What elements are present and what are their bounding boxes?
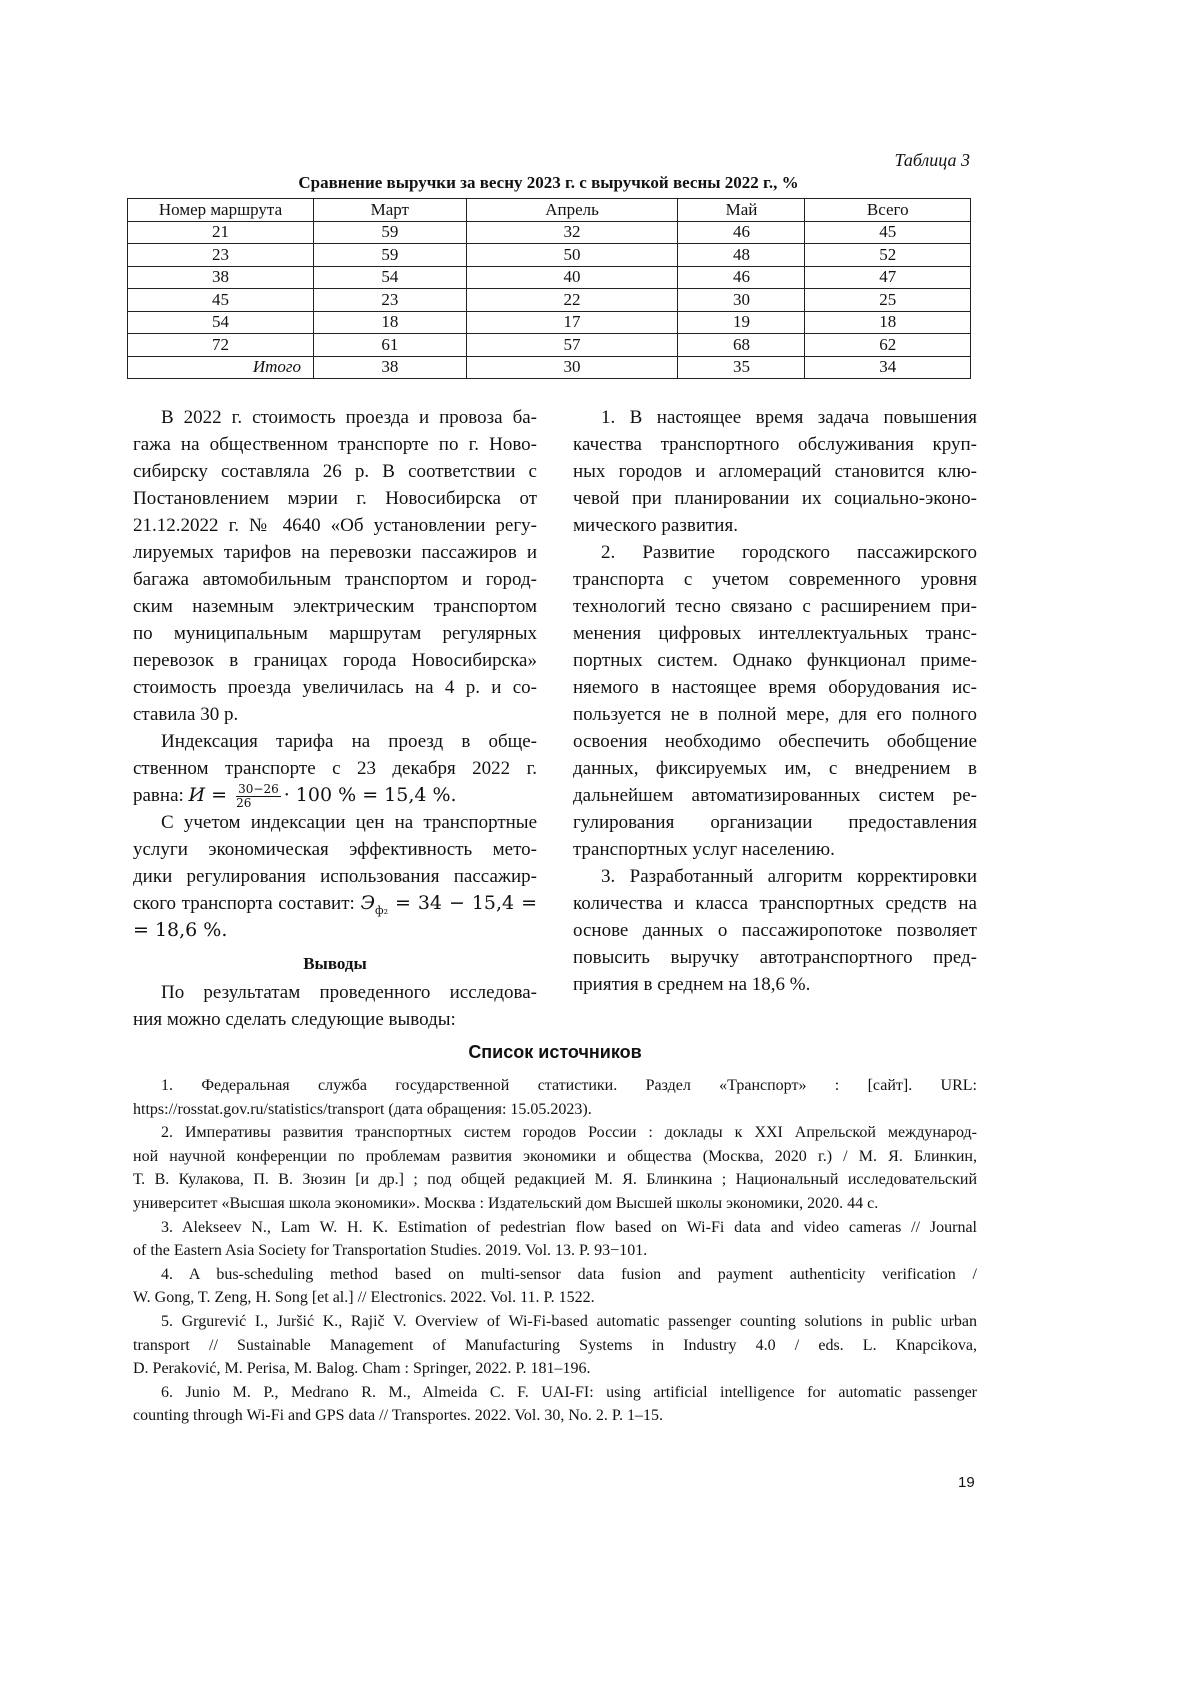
paragraph (133, 728, 537, 782)
table-cell: 25 (805, 289, 971, 312)
table-row (128, 244, 971, 267)
formula-variable: Э (360, 892, 375, 914)
table-row (128, 289, 971, 312)
text-line: багажа автомобильным транспортом и город- (133, 566, 537, 593)
text-line: транспорта с учетом современного уровня (573, 566, 977, 593)
table-cell: 17 (466, 311, 678, 334)
text-line: 1. В настоящее время задача повышения (573, 404, 977, 431)
paragraph (133, 404, 537, 728)
table-cell: 21 (128, 221, 314, 244)
conclusion-item (573, 863, 977, 998)
reference-line: W. Gong, T. Zeng, H. Song [et al.] // Electronics. 2022. Vol. 11. P. 1522. (133, 1286, 977, 1310)
text-line: 3. Разработанный алгоритм корректировки (573, 863, 977, 890)
efficiency-formula-line2: = 18,6 %. (133, 917, 537, 944)
formula-result: = 34 − 15,4 = (388, 892, 537, 914)
table-cell: 59 (314, 221, 467, 244)
table-cell: 40 (466, 266, 678, 289)
text-line: услуги экономическая эффективность мето- (133, 836, 537, 863)
text-line: по муниципальным маршрутам регулярных (133, 620, 537, 647)
conclusions-heading: Выводы (133, 950, 537, 977)
table-cell: 72 (128, 334, 314, 357)
table-row (128, 266, 971, 289)
conclusion-item (573, 404, 977, 539)
paragraph (133, 979, 537, 1033)
text-line: сибирску составляла 26 р. В соответствии с (133, 458, 537, 485)
right-column (573, 404, 977, 998)
text-line: освоения необходимо обеспечить обобщение (573, 728, 977, 755)
reference-item (133, 1074, 977, 1121)
table-cell: 23 (128, 244, 314, 267)
text-line: пользуется не в полной мере, для его полного (573, 701, 977, 728)
table-cell: 46 (678, 266, 805, 289)
table-cell: 62 (805, 334, 971, 357)
text-line: В 2022 г. стоимость проезда и провоза ба- (133, 404, 537, 431)
table-cell: 50 (466, 244, 678, 267)
reference-item (133, 1121, 977, 1215)
text-line: дальнейшем автоматизированных систем ре- (573, 782, 977, 809)
text-line: 21.12.2022 г. № 4640 «Об установлении регу- (133, 512, 537, 539)
table-total-row (128, 356, 971, 379)
text-line: По результатам проведенного исследова- (133, 979, 537, 1006)
reference-item (133, 1216, 977, 1263)
fraction-denominator: 26 (236, 797, 281, 810)
index-formula (133, 782, 537, 809)
formula-result: · 100 % = 15,4 %. (284, 784, 457, 806)
reference-line: 1. Федеральная служба государственной статистики. Раздел «Транспорт» : [сайт]. URL: (133, 1074, 977, 1098)
revenue-comparison-table (127, 198, 971, 379)
reference-item (133, 1263, 977, 1310)
table-cell: 54 (128, 311, 314, 334)
left-column (133, 404, 537, 1033)
formula-prefix: равна: (133, 785, 189, 806)
column-header: Апрель (466, 199, 678, 222)
text-line: стоимость проезда увеличилась на 4 р. и со- (133, 674, 537, 701)
text-line: данных, фиксируемых им, с внедрением в (573, 755, 977, 782)
efficiency-formula (133, 890, 537, 917)
reference-line: D. Peraković, M. Perisa, M. Balog. Cham : Springer, 2022. P. 181–196. (133, 1357, 977, 1381)
references-heading: Список источников (0, 1042, 1110, 1063)
reference-line: 3. Alekseev N., Lam W. H. K. Estimation of pedestrian flow based on Wi-Fi data and video cameras // Journal (133, 1216, 977, 1240)
column-header: Всего (805, 199, 971, 222)
reference-line: https://rosstat.gov.ru/statistics/transport (дата обращения: 15.05.2023). (133, 1098, 977, 1122)
page-number: 19 (958, 1474, 975, 1491)
fraction-numerator: 30−26 (236, 783, 281, 797)
text-line: мического развития. (573, 512, 977, 539)
text-line: дики регулирования использования пассажир- (133, 863, 537, 890)
column-header: Номер маршрута (128, 199, 314, 222)
table-label: Таблица 3 (894, 150, 970, 171)
text-line: ским наземным электрическим транспортом (133, 593, 537, 620)
table-cell: 59 (314, 244, 467, 267)
table-cell: 23 (314, 289, 467, 312)
table-cell: 38 (314, 356, 467, 379)
conclusion-item (573, 539, 977, 863)
text-line: менения цифровых интеллектуальных транс- (573, 620, 977, 647)
table-cell: 22 (466, 289, 678, 312)
table-cell: 47 (805, 266, 971, 289)
reference-line: 2. Императивы развития транспортных систем городов России : доклады к XXI Апрельской международ- (133, 1121, 977, 1145)
fraction (236, 783, 281, 810)
text-line: С учетом индексации цен на транспортные (133, 809, 537, 836)
paragraph (133, 809, 537, 890)
table-cell: 35 (678, 356, 805, 379)
table-header-row (128, 199, 971, 222)
text-line: няемого в настоящее время оборудования ис- (573, 674, 977, 701)
text-line: ственном транспорте с 23 декабря 2022 г. (133, 755, 537, 782)
table-cell: 61 (314, 334, 467, 357)
table-title: Сравнение выручки за весну 2023 г. с выручкой весны 2022 г., % (127, 173, 970, 193)
table-cell: 19 (678, 311, 805, 334)
table-row (128, 311, 971, 334)
text-line: гажа на общественном транспорте по г. Ново- (133, 431, 537, 458)
text-line: перевозок в границах города Новосибирска» (133, 647, 537, 674)
text-line: повысить выручку автотранспортного пред- (573, 944, 977, 971)
reference-line: ной научной конференции по проблемам развития экономики и общества (Москва, 2020 г.) / М. Я. Блинкин, (133, 1145, 977, 1169)
reference-line: Т. В. Кулакова, П. В. Зюзин [и др.] ; под общей редакцией М. Я. Блинкина ; Национальный исследовательский (133, 1168, 977, 1192)
table-row (128, 221, 971, 244)
table-cell: 30 (678, 289, 805, 312)
table-cell: Итого (128, 356, 314, 379)
text-line: портных систем. Однако функционал приме- (573, 647, 977, 674)
formula-prefix: ского транспорта составит: (133, 893, 360, 914)
table-cell: 18 (314, 311, 467, 334)
text-line: 2. Развитие городского пассажирского (573, 539, 977, 566)
text-line: Индексация тарифа на проезд в обще- (133, 728, 537, 755)
table-cell: 57 (466, 334, 678, 357)
text-line: основе данных о пассажиропотоке позволяет (573, 917, 977, 944)
reference-line: 5. Grgurević I., Juršić K., Rajič V. Overview of Wi-Fi-based automatic passenger counting solutions in public urban (133, 1310, 977, 1334)
text-line: ных городов и агломераций становится клю- (573, 458, 977, 485)
text-line: лируемых тарифов на перевозки пассажиров и (133, 539, 537, 566)
text-line: ставила 30 р. (133, 701, 537, 728)
table-row (128, 334, 971, 357)
table-cell: 38 (128, 266, 314, 289)
table-cell: 32 (466, 221, 678, 244)
references-list (133, 1074, 977, 1428)
text-line: гулирования организации предоставления (573, 809, 977, 836)
table-cell: 34 (805, 356, 971, 379)
text-line: транспортных услуг населению. (573, 836, 977, 863)
table-cell: 46 (678, 221, 805, 244)
text-line: приятия в среднем на 18,6 %. (573, 971, 977, 998)
text-line: технологий тесно связано с расширением при- (573, 593, 977, 620)
text-line: чевой при планировании их социально-эконо- (573, 485, 977, 512)
table-cell: 68 (678, 334, 805, 357)
table-cell: 52 (805, 244, 971, 267)
reference-line: университет «Высшая школа экономики». Москва : Издательский дом Высшей школы экономики, 2020. 44 с. (133, 1192, 977, 1216)
column-header: Май (678, 199, 805, 222)
column-header: Март (314, 199, 467, 222)
table-cell: 54 (314, 266, 467, 289)
table-cell: 45 (805, 221, 971, 244)
text-line: качества транспортного обслуживания круп- (573, 431, 977, 458)
reference-item (133, 1310, 977, 1381)
reference-line: transport // Sustainable Management of Manufacturing Systems in Industry 4.0 / eds. L. Knapcikova, (133, 1334, 977, 1358)
reference-line: of the Eastern Asia Society for Transportation Studies. 2019. Vol. 13. P. 93−101. (133, 1239, 977, 1263)
table-cell: 30 (466, 356, 678, 379)
table-cell: 18 (805, 311, 971, 334)
reference-item (133, 1381, 977, 1428)
table-cell: 48 (678, 244, 805, 267)
text-line: ния можно сделать следующие выводы: (133, 1006, 537, 1033)
reference-line: 6. Junio M. P., Medrano R. M., Almeida C. F. UAI-FI: using artificial intelligence for automatic passenger (133, 1381, 977, 1405)
reference-line: 4. A bus-scheduling method based on multi-sensor data fusion and payment authenticity verification / (133, 1263, 977, 1287)
text-line: Постановлением мэрии г. Новосибирска от (133, 485, 537, 512)
table-cell: 45 (128, 289, 314, 312)
formula-subscript: ф₂ (375, 904, 388, 917)
formula-variable: И = (189, 784, 234, 806)
reference-line: counting through Wi-Fi and GPS data // Transportes. 2022. Vol. 30, No. 2. P. 1–15. (133, 1404, 977, 1428)
text-line: количества и класса транспортных средств на (573, 890, 977, 917)
